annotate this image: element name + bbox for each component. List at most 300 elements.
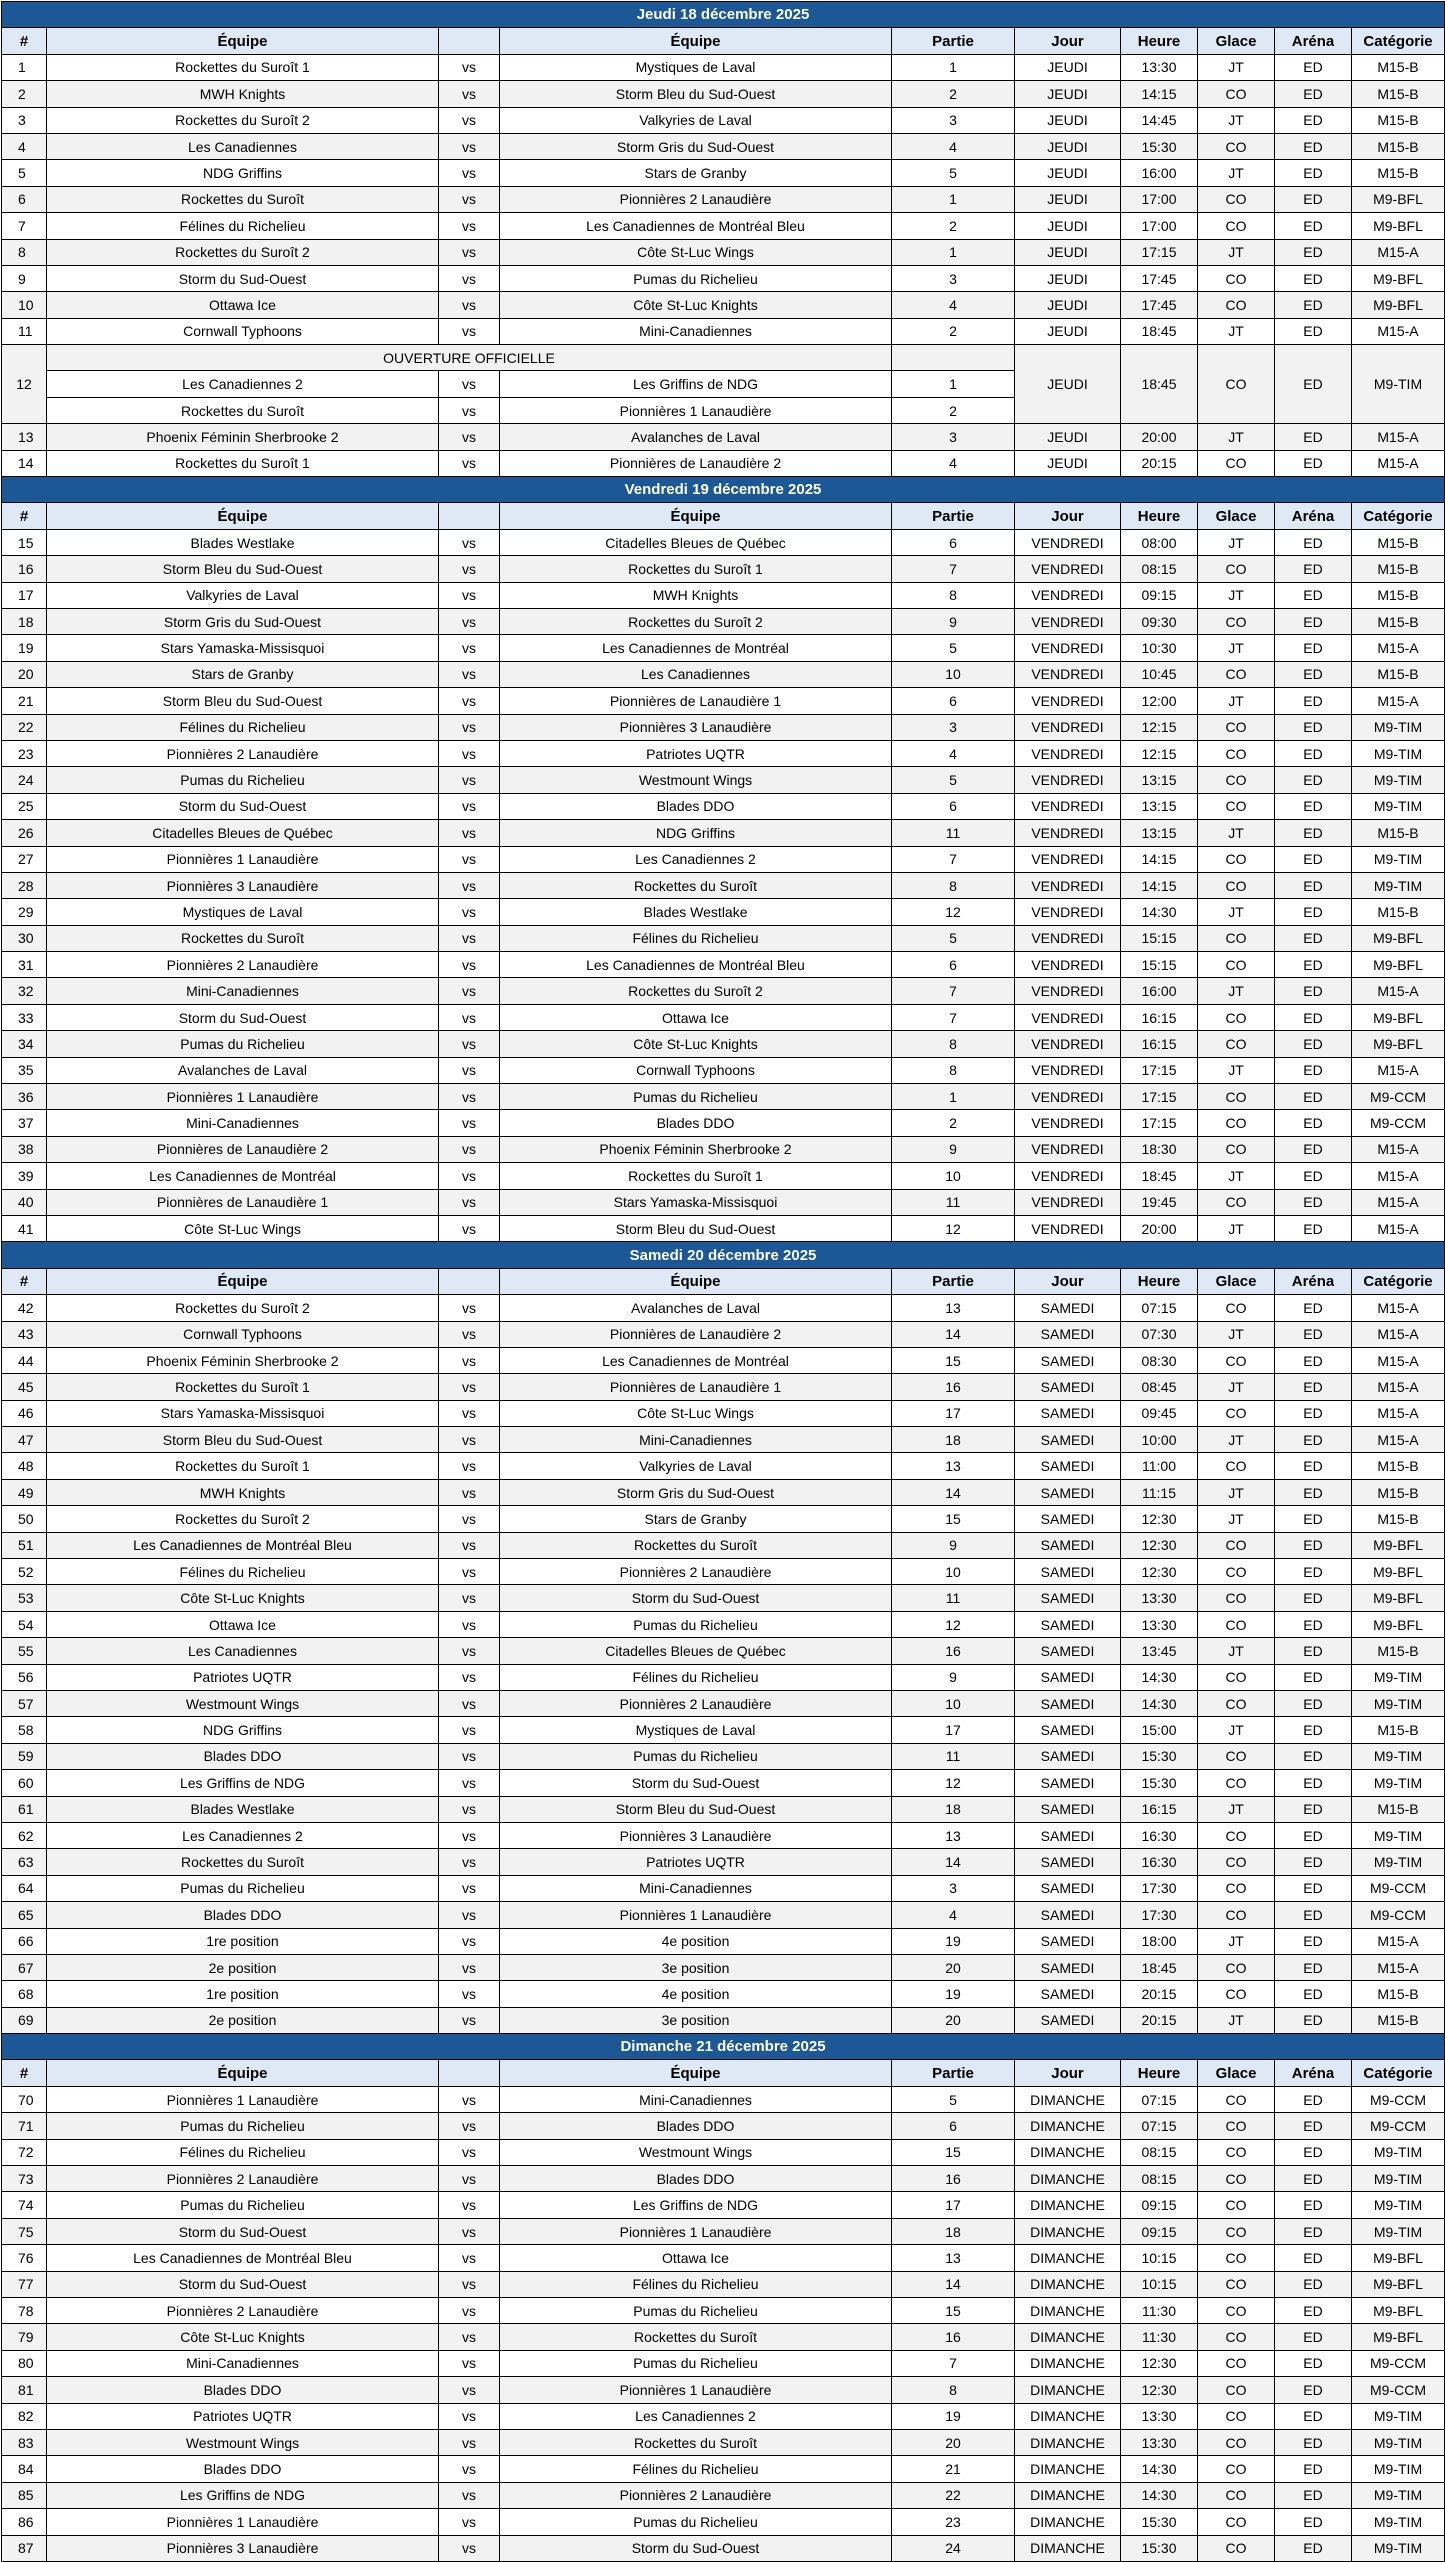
versus: vs [439,740,500,766]
versus: vs [439,2350,500,2376]
game-number: 75 [2,2218,47,2244]
game-id: 11 [892,1189,1015,1215]
home-team: Rockettes du Suroît 1 [47,450,439,476]
game-id: 5 [892,925,1015,951]
game-id: 6 [892,793,1015,819]
away-team: Côte St-Luc Knights [500,1031,892,1057]
table-row [2,1110,1445,1136]
game-number: 2 [2,81,47,107]
arena: ED [1275,1796,1352,1822]
arena: ED [1275,2271,1352,2297]
game-number: 42 [2,1295,47,1321]
ice: CO [1198,767,1275,793]
game-number: 4 [2,133,47,159]
day-title: Vendredi 19 décembre 2025 [2,477,1445,503]
category: M9-BFL [1352,213,1445,239]
home-team: Côte St-Luc Wings [47,1215,439,1241]
category: M9-BFL [1352,2271,1445,2297]
table-row [2,1796,1445,1822]
home-team: Côte St-Luc Knights [47,1585,439,1611]
away-team: 3e position [500,1954,892,1980]
ice: CO [1198,1954,1275,1980]
table-row [2,318,1445,344]
game-number: 10 [2,292,47,318]
arena: ED [1275,1163,1352,1189]
category: M15-A [1352,1347,1445,1373]
arena: ED [1275,213,1352,239]
ice: JT [1198,2007,1275,2033]
ice: CO [1198,793,1275,819]
arena: ED [1275,608,1352,634]
game-id: 13 [892,1295,1015,1321]
day: DIMANCHE [1015,2429,1121,2455]
away-team: Félines du Richelieu [500,2456,892,2482]
category: M9-CCM [1352,1084,1445,1110]
arena: ED [1275,1506,1352,1532]
game-number: 58 [2,1717,47,1743]
category: M15-A [1352,1163,1445,1189]
game-id: 4 [892,450,1015,476]
game-id: 24 [892,2535,1015,2561]
game-number: 17 [2,582,47,608]
day: VENDREDI [1015,688,1121,714]
game-id: 3 [892,1875,1015,1901]
game-number: 25 [2,793,47,819]
category: M15-A [1352,318,1445,344]
day: JEUDI [1015,81,1121,107]
home-team: Pionnières 1 Lanaudière [47,846,439,872]
ice: CO [1198,1849,1275,1875]
away-team: Pionnières 2 Lanaudière [500,1691,892,1717]
table-row [2,1215,1445,1241]
home-team: Les Canadiennes de Montréal Bleu [47,2245,439,2271]
versus: vs [439,1691,500,1717]
ice: CO [1198,1295,1275,1321]
column-header: Équipe [500,2060,892,2086]
time: 15:30 [1121,1770,1198,1796]
arena: ED [1275,1875,1352,1901]
category: M15-A [1352,1321,1445,1347]
column-header [439,2060,500,2086]
game-number: 54 [2,1611,47,1637]
away-team: Les Canadiennes 2 [500,846,892,872]
time: 08:15 [1121,556,1198,582]
versus: vs [439,2456,500,2482]
day: JEUDI [1015,424,1121,450]
table-row [2,2218,1445,2244]
category: M9-TIM [1352,2482,1445,2508]
arena: ED [1275,1479,1352,1505]
time: 07:15 [1121,2086,1198,2112]
versus: vs [439,397,500,423]
arena: ED [1275,1453,1352,1479]
home-team: Mini-Canadiennes [47,978,439,1004]
game-id: 5 [892,2086,1015,2112]
game-number: 6 [2,186,47,212]
day: JEUDI [1015,133,1121,159]
arena: ED [1275,2086,1352,2112]
arena: ED [1275,1347,1352,1373]
day: SAMEDI [1015,1717,1121,1743]
table-row [2,635,1445,661]
arena: ED [1275,2482,1352,2508]
game-number: 85 [2,2482,47,2508]
category: M9-CCM [1352,2350,1445,2376]
away-team: Les Griffins de NDG [500,371,892,397]
table-row [2,2377,1445,2403]
ice: JT [1198,1374,1275,1400]
table-row [2,1295,1445,1321]
category: M15-A [1352,1400,1445,1426]
category: M9-BFL [1352,1611,1445,1637]
versus: vs [439,635,500,661]
arena: ED [1275,2192,1352,2218]
away-team: Ottawa Ice [500,2245,892,2271]
game-number: 1 [2,54,47,80]
column-header: # [2,1268,47,1294]
category: M15-A [1352,1057,1445,1083]
category: M9-TIM [1352,872,1445,898]
time: 16:30 [1121,1849,1198,1875]
arena: ED [1275,424,1352,450]
versus: vs [439,872,500,898]
day: VENDREDI [1015,1031,1121,1057]
away-team: Rockettes du Suroît 1 [500,1163,892,1189]
day: DIMANCHE [1015,2192,1121,2218]
category: M9-TIM [1352,767,1445,793]
table-row [2,1532,1445,1558]
game-number: 76 [2,2245,47,2271]
away-team: Pumas du Richelieu [500,2509,892,2535]
column-header: Aréna [1275,28,1352,54]
home-team: Les Canadiennes 2 [47,371,439,397]
game-id: 14 [892,2271,1015,2297]
game-id: 1 [892,239,1015,265]
home-team: Storm Gris du Sud-Ouest [47,608,439,634]
versus: vs [439,1031,500,1057]
day: DIMANCHE [1015,2086,1121,2112]
ice: CO [1198,2218,1275,2244]
category: M15-A [1352,978,1445,1004]
ice: CO [1198,2086,1275,2112]
home-team: 1re position [47,1928,439,1954]
arena: ED [1275,2377,1352,2403]
home-team: Félines du Richelieu [47,2139,439,2165]
ice: CO [1198,1822,1275,1848]
game-number: 48 [2,1453,47,1479]
versus: vs [439,2297,500,2323]
time: 11:30 [1121,2324,1198,2350]
day: SAMEDI [1015,1928,1121,1954]
arena: ED [1275,793,1352,819]
day: VENDREDI [1015,846,1121,872]
home-team: Pionnières 1 Lanaudière [47,1084,439,1110]
ice: CO [1198,2113,1275,2139]
ice: JT [1198,1506,1275,1532]
away-team: Blades DDO [500,1110,892,1136]
game-number: 73 [2,2166,47,2192]
away-team: Storm du Sud-Ouest [500,2535,892,2561]
ice: CO [1198,1400,1275,1426]
day: DIMANCHE [1015,2245,1121,2271]
category: M9-TIM [1352,2139,1445,2165]
home-team: Mini-Canadiennes [47,2350,439,2376]
game-number: 77 [2,2271,47,2297]
time: 14:15 [1121,81,1198,107]
away-team: Stars de Granby [500,160,892,186]
away-team: Blades DDO [500,793,892,819]
table-row [2,608,1445,634]
ice: JT [1198,978,1275,1004]
arena: ED [1275,1532,1352,1558]
category: M15-A [1352,688,1445,714]
table-row [2,1400,1445,1426]
column-header: # [2,503,47,529]
table-row [2,2429,1445,2455]
table-row [2,556,1445,582]
game-number: 32 [2,978,47,1004]
ice: CO [1198,2192,1275,2218]
game-number: 18 [2,608,47,634]
table-row [2,186,1445,212]
home-team: Stars Yamaska-Missisquoi [47,635,439,661]
away-team: Félines du Richelieu [500,925,892,951]
column-header: # [2,2060,47,2086]
arena: ED [1275,714,1352,740]
arena: ED [1275,2218,1352,2244]
away-team: Mini-Canadiennes [500,318,892,344]
versus: vs [439,2113,500,2139]
arena: ED [1275,2429,1352,2455]
day: DIMANCHE [1015,2139,1121,2165]
home-team: Valkyries de Laval [47,582,439,608]
time: 13:30 [1121,1611,1198,1637]
versus: vs [439,160,500,186]
game-number: 23 [2,740,47,766]
away-team: Les Canadiennes de Montréal Bleu [500,952,892,978]
category: M9-TIM [1352,345,1445,424]
home-team: MWH Knights [47,1479,439,1505]
ice: JT [1198,582,1275,608]
arena: ED [1275,239,1352,265]
versus: vs [439,1532,500,1558]
table-row [2,345,1445,371]
game-id: 14 [892,1321,1015,1347]
home-team: Rockettes du Suroît [47,925,439,951]
day-header-row [2,2,1445,28]
game-id: 16 [892,1638,1015,1664]
home-team: Côte St-Luc Knights [47,2324,439,2350]
day: SAMEDI [1015,1295,1121,1321]
time: 11:00 [1121,1453,1198,1479]
table-row [2,1031,1445,1057]
day: DIMANCHE [1015,2456,1121,2482]
home-team: Les Canadiennes 2 [47,1822,439,1848]
away-team: Ottawa Ice [500,1004,892,1030]
time: 12:30 [1121,1532,1198,1558]
ice: CO [1198,292,1275,318]
arena: ED [1275,582,1352,608]
home-team: NDG Griffins [47,160,439,186]
home-team: Blades DDO [47,2377,439,2403]
ice: CO [1198,1110,1275,1136]
away-team: Pionnières 1 Lanaudière [500,2218,892,2244]
ice: CO [1198,1611,1275,1637]
category: M9-BFL [1352,1031,1445,1057]
game-number: 80 [2,2350,47,2376]
home-team: Pionnières 2 Lanaudière [47,2297,439,2323]
away-team: 4e position [500,1981,892,2007]
versus: vs [439,1136,500,1162]
ice: CO [1198,952,1275,978]
arena: ED [1275,2456,1352,2482]
versus: vs [439,1427,500,1453]
arena: ED [1275,1215,1352,1241]
arena: ED [1275,107,1352,133]
game-number: 15 [2,529,47,555]
away-team: Cornwall Typhoons [500,1057,892,1083]
category: M15-A [1352,635,1445,661]
home-team: Rockettes du Suroît 1 [47,54,439,80]
away-team: Rockettes du Suroît [500,872,892,898]
away-team: Pionnières 2 Lanaudière [500,1559,892,1585]
arena: ED [1275,292,1352,318]
arena: ED [1275,2350,1352,2376]
category: M9-CCM [1352,1875,1445,1901]
time: 16:00 [1121,978,1198,1004]
home-team: Les Canadiennes [47,1638,439,1664]
home-team: Rockettes du Suroît 2 [47,239,439,265]
column-header: Glace [1198,2060,1275,2086]
ice: JT [1198,1638,1275,1664]
column-header: Jour [1015,28,1121,54]
arena: ED [1275,952,1352,978]
category: M9-TIM [1352,2192,1445,2218]
category: M15-A [1352,1136,1445,1162]
column-header: Équipe [47,1268,439,1294]
day: DIMANCHE [1015,2377,1121,2403]
away-team: Rockettes du Suroît [500,2429,892,2455]
day: SAMEDI [1015,1611,1121,1637]
day: SAMEDI [1015,1954,1121,1980]
ice: JT [1198,1796,1275,1822]
table-row [2,133,1445,159]
game-number: 53 [2,1585,47,1611]
time: 17:45 [1121,292,1198,318]
table-row [2,820,1445,846]
ice: JT [1198,107,1275,133]
table-row [2,661,1445,687]
versus: vs [439,1849,500,1875]
table-row [2,2166,1445,2192]
home-team: Rockettes du Suroît 2 [47,1506,439,1532]
arena: ED [1275,661,1352,687]
home-team: Pionnières 1 Lanaudière [47,2086,439,2112]
column-header: Catégorie [1352,2060,1445,2086]
category: M9-CCM [1352,2113,1445,2139]
day: SAMEDI [1015,1902,1121,1928]
table-row [2,2139,1445,2165]
away-team: Stars Yamaska-Missisquoi [500,1189,892,1215]
game-id: 20 [892,2007,1015,2033]
day: SAMEDI [1015,1321,1121,1347]
game-id: 2 [892,213,1015,239]
versus: vs [439,2086,500,2112]
time: 15:30 [1121,1743,1198,1769]
arena: ED [1275,767,1352,793]
time: 14:15 [1121,846,1198,872]
arena: ED [1275,899,1352,925]
category: M15-A [1352,1189,1445,1215]
ice: JT [1198,1479,1275,1505]
arena: ED [1275,1427,1352,1453]
time: 08:45 [1121,1374,1198,1400]
home-team: Blades Westlake [47,529,439,555]
day: JEUDI [1015,54,1121,80]
game-number: 79 [2,2324,47,2350]
game-id: 9 [892,608,1015,634]
time: 15:30 [1121,133,1198,159]
ice: JT [1198,1215,1275,1241]
day-title: Samedi 20 décembre 2025 [2,1242,1445,1268]
table-row [2,424,1445,450]
category: M15-B [1352,556,1445,582]
away-team: Félines du Richelieu [500,1664,892,1690]
column-header: Heure [1121,503,1198,529]
category: M9-TIM [1352,2218,1445,2244]
arena: ED [1275,54,1352,80]
time: 18:45 [1121,318,1198,344]
arena: ED [1275,186,1352,212]
away-team: Storm du Sud-Ouest [500,1585,892,1611]
home-team: Citadelles Bleues de Québec [47,820,439,846]
time: 09:15 [1121,2218,1198,2244]
column-header: Partie [892,2060,1015,2086]
arena: ED [1275,1031,1352,1057]
away-team: Pumas du Richelieu [500,2350,892,2376]
versus: vs [439,2007,500,2033]
day: VENDREDI [1015,978,1121,1004]
versus: vs [439,2192,500,2218]
table-row [2,265,1445,291]
day: DIMANCHE [1015,2324,1121,2350]
game-number: 16 [2,556,47,582]
category: M9-BFL [1352,1004,1445,1030]
arena: ED [1275,846,1352,872]
away-team: Rockettes du Suroît 2 [500,978,892,1004]
game-number: 52 [2,1559,47,1585]
day: SAMEDI [1015,1770,1121,1796]
day: JEUDI [1015,292,1121,318]
day: VENDREDI [1015,529,1121,555]
table-row [2,1954,1445,1980]
home-team: Pumas du Richelieu [47,1875,439,1901]
time: 09:30 [1121,608,1198,634]
away-team: Pumas du Richelieu [500,265,892,291]
table-row [2,1453,1445,1479]
arena: ED [1275,1400,1352,1426]
ice: JT [1198,1427,1275,1453]
ice: CO [1198,1347,1275,1373]
home-team: Pumas du Richelieu [47,767,439,793]
day: JEUDI [1015,239,1121,265]
away-team: Pionnières 1 Lanaudière [500,2377,892,2403]
away-team: Avalanches de Laval [500,424,892,450]
column-header: Aréna [1275,1268,1352,1294]
game-number: 56 [2,1664,47,1690]
category: M15-B [1352,1717,1445,1743]
ice: CO [1198,450,1275,476]
